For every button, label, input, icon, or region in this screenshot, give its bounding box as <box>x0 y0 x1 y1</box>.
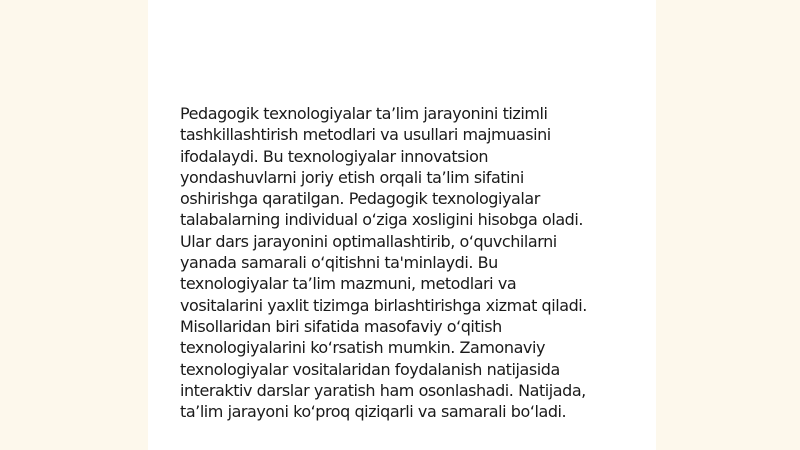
text-line: Pedagogik texnologiyalar ta’lim jarayonini tizimli <box>180 104 548 123</box>
text-line: ta’lim jarayoni ko‘proq qiziqarli va samarali bo‘ladi. <box>180 402 567 422</box>
text-line: ifodalaydi. Bu texnologiyalar innovatsion <box>180 146 489 166</box>
text-line: texnologiyalarini ko‘rsatish mumkin. Zamonaviy <box>180 338 545 358</box>
text-line: oshirishga qaratilgan. Pedagogik texnologiyalar <box>180 189 540 209</box>
text-line: tashkillashtirish metodlari va usullari majmuasini <box>180 125 551 145</box>
text-line: talabalarning individual o‘ziga xosligini hisobga oladi. <box>180 210 584 230</box>
text-line: yondashuvlarni joriy etish orqali ta’lim sifatini <box>180 167 524 187</box>
text-line: texnologiyalar vositalaridan foydalanish natijasida <box>180 359 560 379</box>
text-line: Misollaridan biri sifatida masofaviy o‘qitish <box>180 316 502 336</box>
text-line: interaktiv darslar yaratish ham osonlashadi. Natijada, <box>180 380 586 400</box>
document-page <box>148 0 656 450</box>
text-line: Ular dars jarayonini optimallashtirib, o‘quvchilarni <box>180 231 557 251</box>
text-line: texnologiyalar ta’lim mazmuni, metodlari va <box>180 274 517 294</box>
body-paragraph <box>180 103 640 422</box>
text-line: yanada samarali o‘qitishni ta'minlaydi. Bu <box>180 253 498 273</box>
text-line: vositalarini yaxlit tizimga birlashtirishga xizmat qiladi. <box>180 295 587 315</box>
